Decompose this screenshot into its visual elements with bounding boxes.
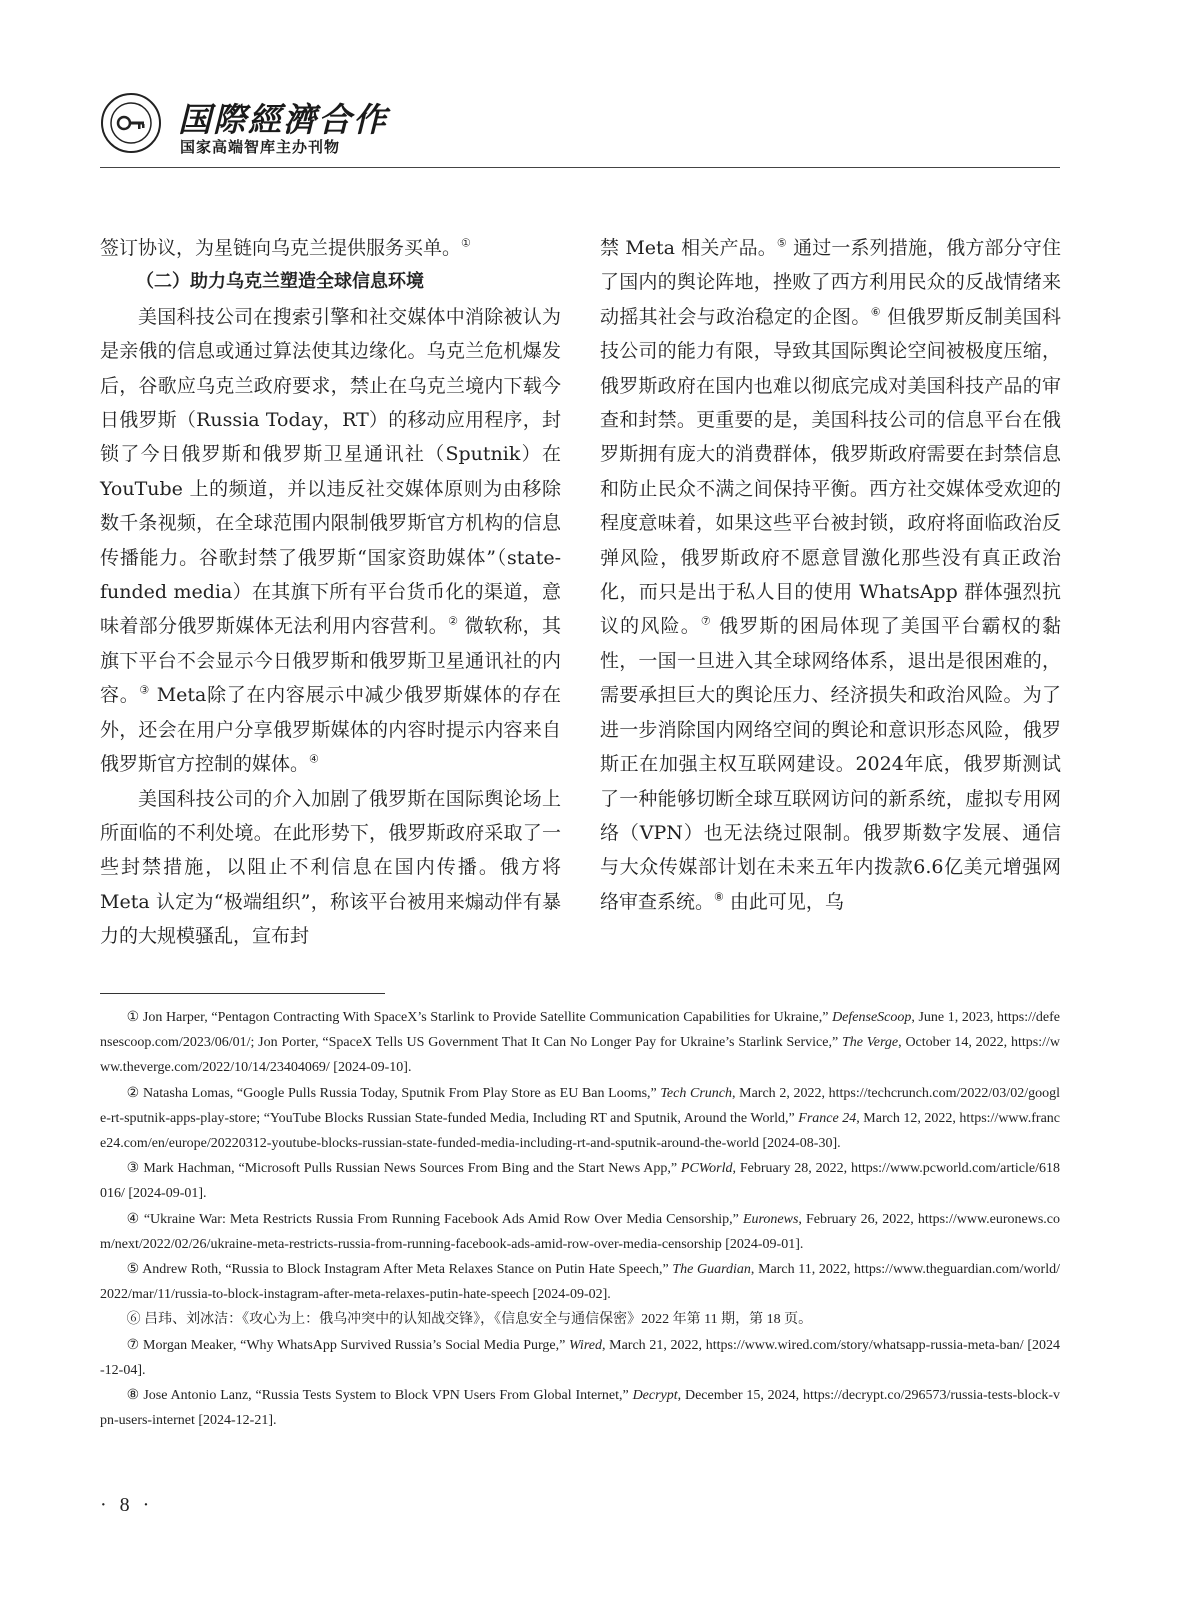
paragraph: 禁 Meta 相关产品。⑤ 通过一系列措施，俄方部分守住了国内的舆论阵地，挫败了西方利用民众的反战情绪来动摇其社会与政治稳定的企图。⑥ 但俄罗斯反制美国科技公司的能力有限，导致其国际舆论空间被极度压缩，俄罗斯政府在国内也难以彻底完成对美国科技产品的审查和封禁。更重要的是，美国科技公司的信息平台在俄罗斯拥有庞大的消费群体，俄罗斯政府需要在封禁信息和防止民众不满之间保持平衡。西方社交媒体受欢迎的程度意味着，如果这些平台被封锁，政府将面临政治反弹风险，俄罗斯政府不愿意冒激化那些没有真正政治化，而只是出于私人目的使用 WhatsApp 群体强烈抗议的风险。⑦ 俄罗斯的困局体现了美国平台霸权的黏性，一国一旦进入其全球网络体系，退出是很困难的，需要承担巨大的舆论压力、经济损失和政治风险。为了进一步消除国内网络空间的舆论和意识形态风险，俄罗斯正在加强主权互联网建设。2024年底，俄罗斯测试了一种能够切断全球互联网访问的新系统，虚拟专用网络（VPN）也无法绕过限制。俄罗斯数字发展、通信与大众传媒部计划在未来五年内拨款6.6亿美元增强网络审查系统。⑧ 由此可见，乌 xyxy=(600,236,1061,913)
footnote-ref[interactable]: ④ xyxy=(309,752,319,766)
header-rule xyxy=(100,167,1060,168)
footnote: ⑦ Morgan Meaker, “Why WhatsApp Survived Russia’s Social Media Purge,” Wired, March 21, 2022, https://www.wired.com/story/whatsapp-russia-meta-ban/ [2024-12-04]. xyxy=(100,1337,1060,1378)
paragraph: 美国科技公司的介入加剧了俄罗斯在国际舆论场上所面临的不利处境。在此形势下，俄罗斯政府采取了一些封禁措施，以阻止不利信息在国内传播。俄方将 Meta 认定为“极端组织”，称该平台被用来煽动伴有暴力的大规模骚乱，宣布封 xyxy=(100,787,561,948)
page-number: · 8 · xyxy=(100,1494,154,1516)
journal-title: 国際經濟合作 xyxy=(178,100,388,139)
footnote: ② Natasha Lomas, “Google Pulls Russia Today, Sputnik From Play Store as EU Ban Looms,” Tech Crunch, March 2, 2022, https://techcrunch.com/2022/03/02/google-rt-sputnik-apps-play-store; “YouTube Blocks Russian State-funded Media, Including RT and Sputnik, Around the World,” France 24, March 12, 2022, https://www.france24.com/en/europe/20220312-youtube-blocks-russian-state-funded-media-including-rt-and-sputnik-around-the-world [2024-08-30]. xyxy=(100,1085,1060,1152)
page-header xyxy=(100,92,1060,164)
footnote-ref[interactable]: ① xyxy=(461,236,471,250)
footnote: ④ “Ukraine War: Meta Restricts Russia From Running Facebook Ads Amid Row Over Media Censorship,” Euronews, February 26, 2022, https://www.euronews.com/next/2022/02/26/ukraine-meta-restricts-russia-from-running-facebook-ads-amid-row-over-media-censorship [2024-09-01]. xyxy=(100,1211,1061,1252)
footnote: ① Jon Harper, “Pentagon Contracting With SpaceX’s Starlink to Provide Satellite Communication Capabilities for Ukraine,” DefenseScoop, June 1, 2023, https://defensescoop.com/2023/06/01/; Jon Porter, “SpaceX Tells US Government That It Can No Longer Pay for Ukraine’s Starlink Service,” The Verge, October 14, 2022, https://www.theverge.com/2022/10/14/23404069/ [2024-09-10]. xyxy=(100,1010,1060,1076)
section-heading: （二）助力乌克兰塑造全球信息环境 xyxy=(136,271,424,293)
right-column xyxy=(600,231,1061,919)
footnotes xyxy=(100,1005,1060,1433)
journal-logo xyxy=(100,92,162,154)
footnote-ref[interactable]: ② xyxy=(448,615,459,629)
journal-subtitle: 国家高端智库主办刊物 xyxy=(180,138,341,156)
footnote: ③ Mark Hachman, “Microsoft Pulls Russian News Sources From Bing and the Start News App,” PCWorld, February 28, 2022, https://www.pcworld.com/article/618016/ [2024-09-01]. xyxy=(100,1161,1060,1202)
footnote-rule xyxy=(100,993,385,994)
paragraph: 签订协议，为星链向乌克兰提供服务买单。① xyxy=(100,236,471,259)
left-column xyxy=(100,231,561,954)
footnote-ref[interactable]: ⑥ xyxy=(870,305,881,319)
footnote-ref[interactable]: ⑦ xyxy=(700,615,712,629)
footnote: ⑤ Andrew Roth, “Russia to Block Instagram After Meta Relaxes Stance on Putin Hate Speech,” The Guardian, March 11, 2022, https://www.theguardian.com/world/2022/mar/11/russia-to-block-instagram-after-meta-relaxes-putin-hate-speech [2024-09-02]. xyxy=(100,1262,1061,1303)
footnote: ⑥ 吕玮、刘冰洁：《攻心为上：俄乌冲突中的认知战交锋》，《信息安全与通信保密》2022 年第 11 期，第 18 页。 xyxy=(126,1312,813,1328)
footnote-ref[interactable]: ⑧ xyxy=(714,890,724,904)
footnote: ⑧ Jose Antonio Lanz, “Russia Tests System to Block VPN Users From Global Internet,” Decrypt, December 15, 2024, https://decrypt.co/296573/russia-tests-block-vpn-users-internet [2024-12-21]. xyxy=(100,1388,1061,1429)
footnote-ref[interactable]: ⑤ xyxy=(776,236,787,250)
paragraph: 美国科技公司在搜索引擎和社交媒体中消除被认为是亲俄的信息或通过算法使其边缘化。乌克兰危机爆发后，谷歌应乌克兰政府要求，禁止在乌克兰境内下载今日俄罗斯（Russia Today，RT）的移动应用程序，封锁了今日俄罗斯和俄罗斯卫星通讯社（Sputnik）在 YouTube 上的频道，并以违反社交媒体原则为由移除数千条视频，在全球范围内限制俄罗斯官方机构的信息传播能力。谷歌封禁了俄罗斯“国家资助媒体”（state-funded media）在其旗下所有平台货币化的渠道，意味着部分俄罗斯媒体无法利用内容营利。② 微软称，其旗下平台不会显示今日俄罗斯和俄罗斯卫星通讯社的内容。③ Meta除了在内容展示中减少俄罗斯媒体的存在外，还会在用户分享俄罗斯媒体的内容时提示内容来自俄罗斯官方控制的媒体。④ xyxy=(100,305,561,776)
footnote-ref[interactable]: ③ xyxy=(139,683,150,697)
